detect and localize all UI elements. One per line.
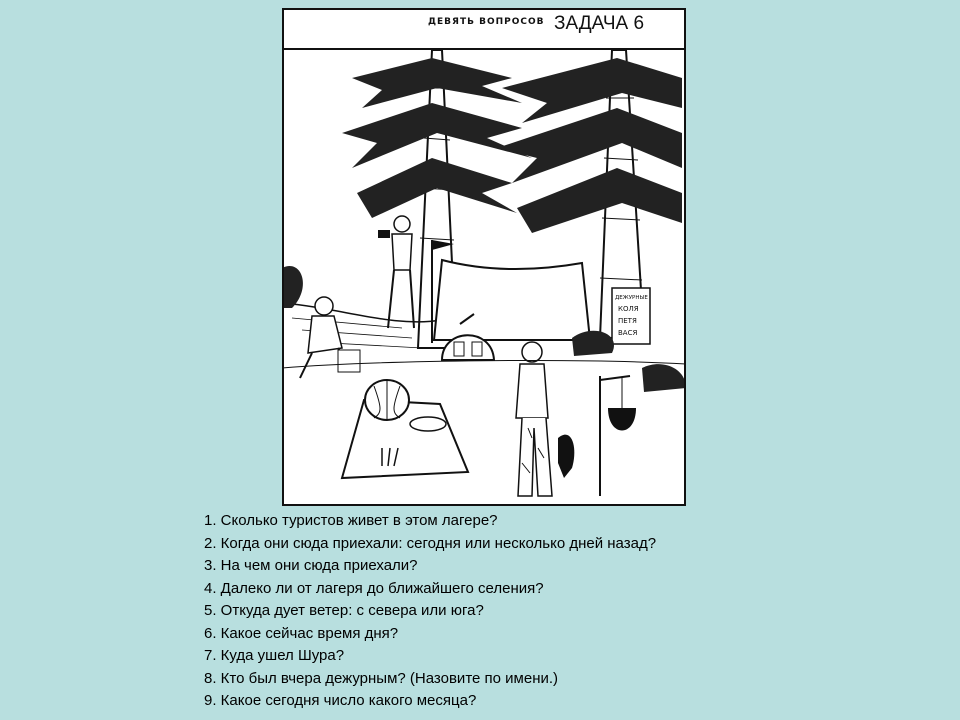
bush	[572, 331, 614, 356]
duty-board-name: КОЛЯ	[618, 305, 639, 313]
duty-board	[612, 288, 650, 344]
question-item: 4. Далеко ли от лагеря до ближайшего селения?	[204, 579, 544, 597]
question-item: 2. Когда они сюда приехали: сегодня или несколько дней назад?	[204, 534, 657, 552]
question-item: 5. Откуда дует ветер: с севера или юга?	[204, 602, 484, 619]
puzzle-illustration	[282, 8, 686, 506]
question-item: 1. Сколько туристов живет в этом лагере?	[204, 512, 498, 529]
camp-drawing	[282, 8, 686, 506]
question-item: 8. Кто был вчера дежурным? (Назовите по имени.)	[204, 669, 559, 687]
puzzle-title: ЗАДАЧА 6	[554, 13, 645, 34]
question-item: 6. Какое сейчас время дня?	[204, 624, 399, 642]
duty-board-heading: ДЕЖУРНЫЕ	[615, 295, 648, 301]
bush	[642, 364, 686, 392]
bush	[282, 266, 303, 308]
question-item: 9. Какое сегодня число какого месяца?	[204, 692, 477, 709]
duty-board-name: ПЕТЯ	[618, 317, 637, 325]
picnic-blanket	[342, 380, 468, 478]
dog	[558, 435, 574, 478]
question-item: 7. Куда ушел Шура?	[204, 647, 345, 664]
photographer-figure	[378, 216, 414, 328]
illustration-caption: ДЕВЯТЬ ВОПРОСОВ	[428, 17, 545, 27]
standing-boy-figure	[516, 342, 552, 496]
question-list	[204, 512, 864, 715]
duty-board-name: ВАСЯ	[618, 329, 638, 337]
tent	[432, 240, 590, 343]
campfire-pot	[600, 376, 636, 496]
question-item: 3. На чем они сюда приехали?	[204, 557, 418, 574]
